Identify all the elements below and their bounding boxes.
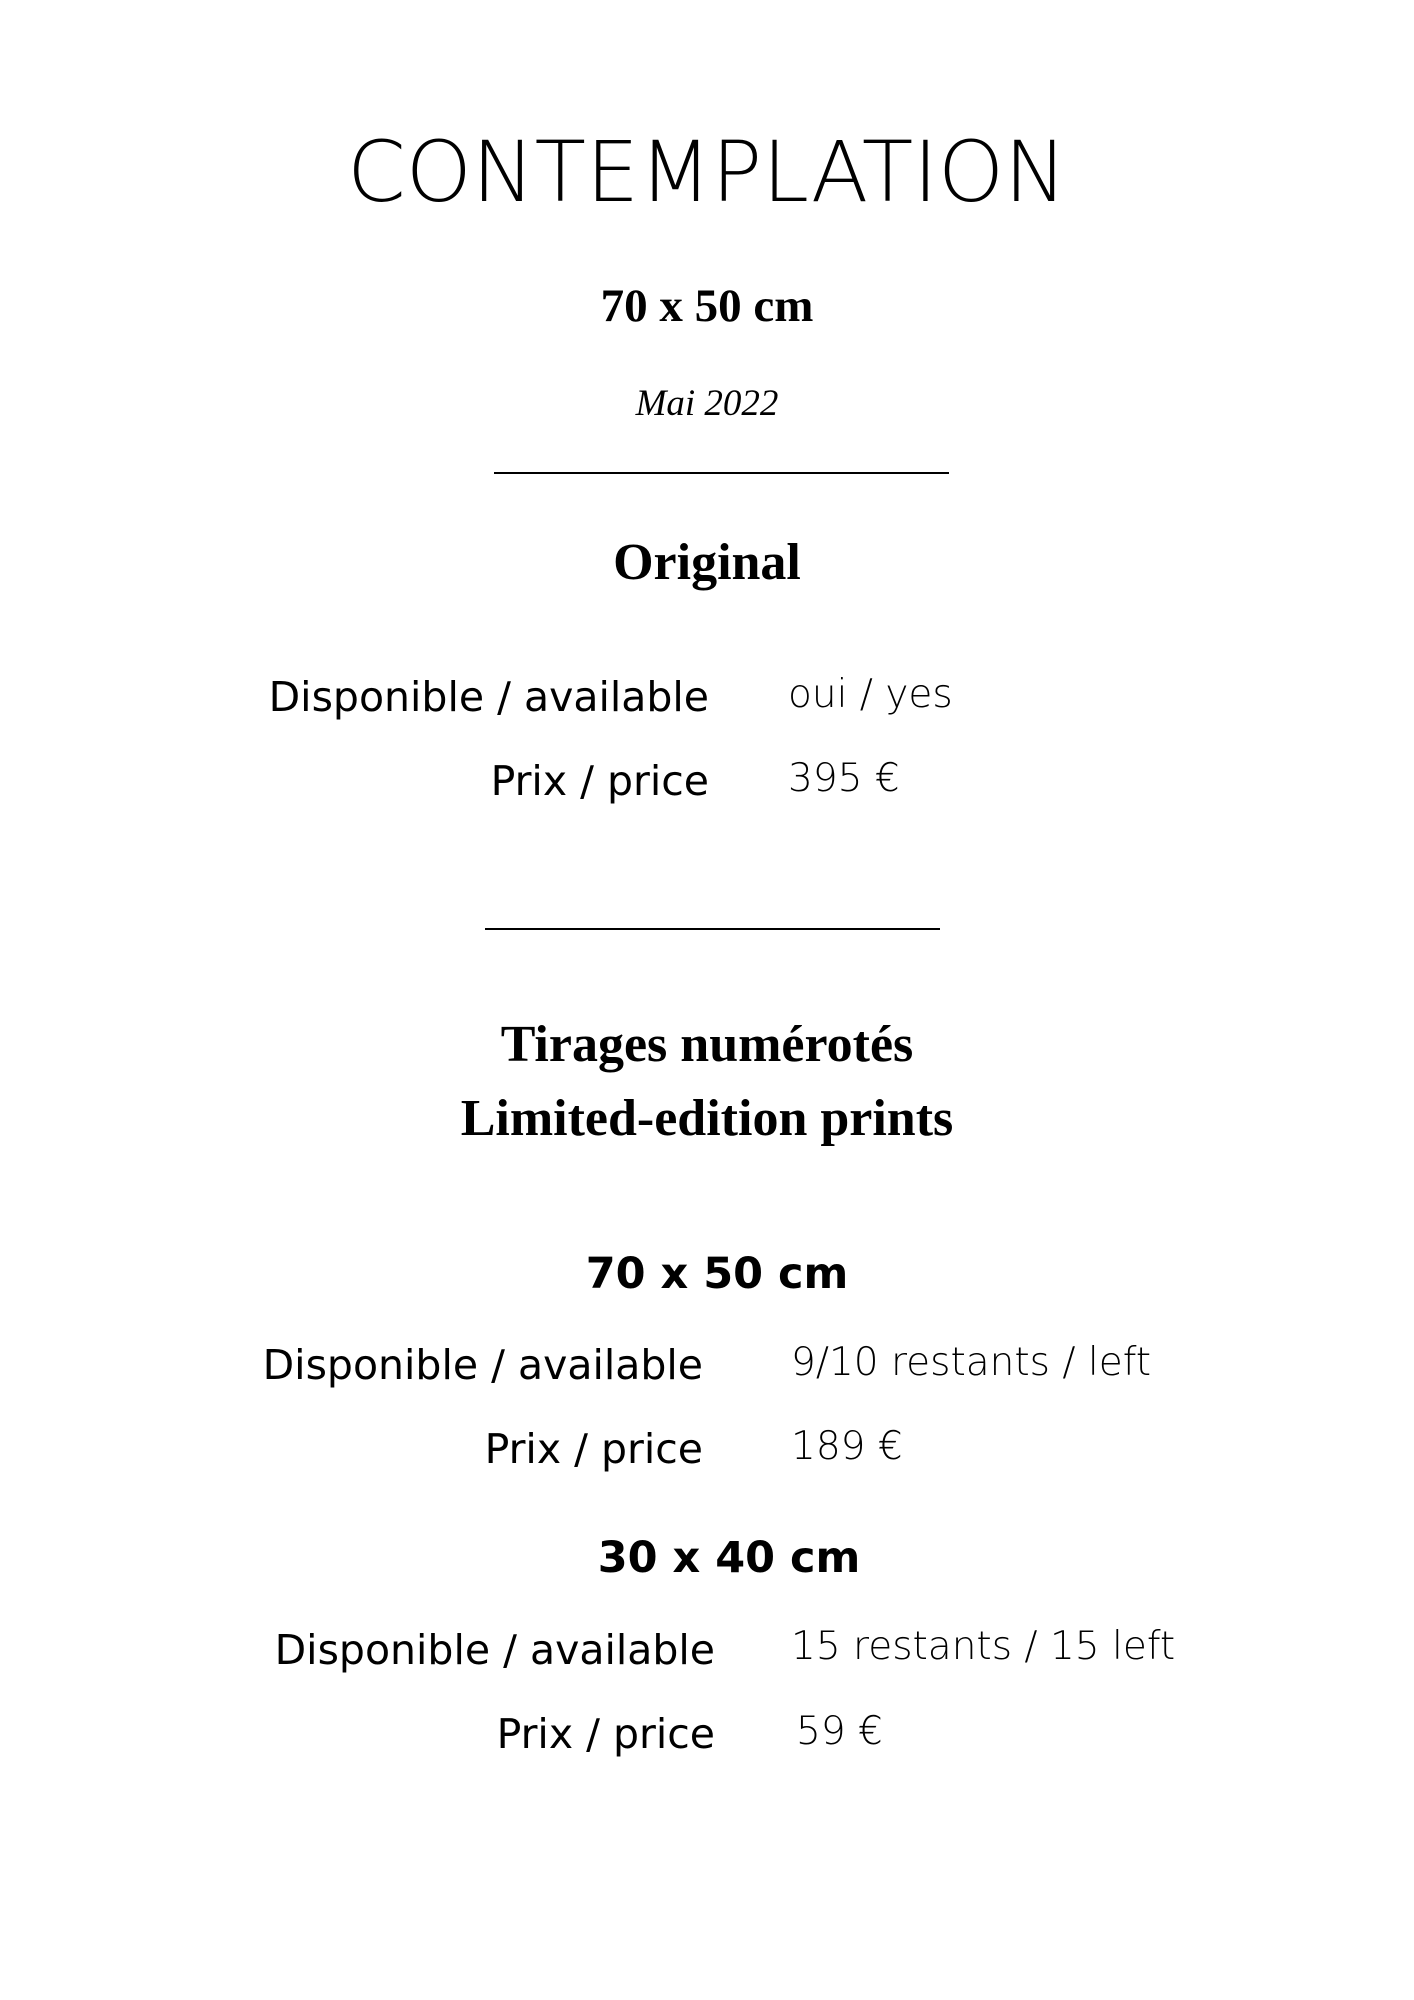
artwork-date: Mai 2022: [635, 383, 779, 424]
print-70x50-price-value: 189 €: [791, 1424, 903, 1469]
original-heading: Original: [613, 534, 801, 591]
print-30x40-price-value: 59 €: [796, 1709, 883, 1754]
prints-heading-en: Limited-edition prints: [460, 1090, 954, 1147]
print-30x40-available-value: 15 restants / 15 left: [791, 1624, 1176, 1669]
page-title: CONTEMPLATION: [347, 123, 1067, 221]
print-format-dimensions: 30 x 40 cm: [597, 1533, 861, 1583]
original-price-label: Prix / price: [490, 757, 709, 805]
original-price-value: 395 €: [788, 756, 900, 801]
print-70x50-price-label: Prix / price: [484, 1425, 703, 1473]
divider-middle: [485, 928, 940, 930]
prints-heading-fr: Tirages numérotés: [500, 1016, 914, 1073]
prints-heading: [0, 1008, 1414, 1156]
print-30x40-price-label: Prix / price: [496, 1710, 715, 1758]
divider-top: [494, 472, 949, 474]
print-70x50-available-value: 9/10 restants / left: [791, 1340, 1152, 1385]
artwork-dimensions: 70 x 50 cm: [600, 280, 814, 332]
print-30x40-available-label: Disponible / available: [274, 1626, 715, 1674]
original-available-value: oui / yes: [788, 672, 953, 717]
print-70x50-available-label: Disponible / available: [262, 1341, 703, 1389]
original-available-label: Disponible / available: [268, 673, 709, 721]
print-format-dimensions: 70 x 50 cm: [585, 1249, 849, 1299]
